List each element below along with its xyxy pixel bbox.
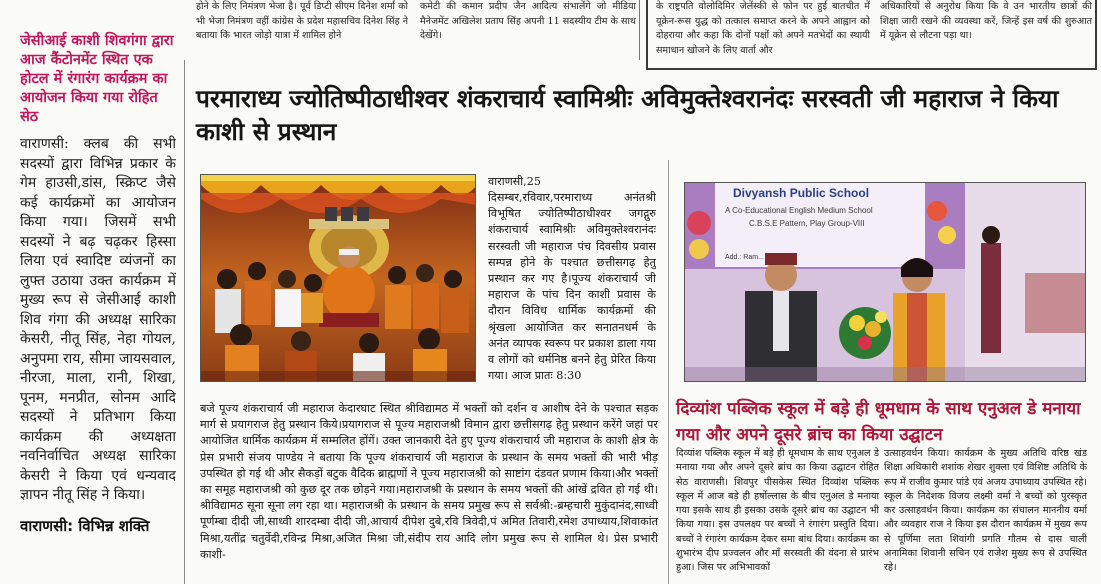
school-headline: दिव्यांश पब्लिक स्कूल में बड़े ही धूमधाम के साथ एनुअल डे मनाया गया और अपने दूसरे ब्रांच का किया उद्घाटन xyxy=(676,399,1081,445)
article-body-top: दिसम्बर,रविवार,परमाराध्य अनंतश्री विभूषित ज्योतिष्पीठाधीश्वर जगद्गुरु शंकराचार्य स्वामिश्रीः अविमुक्तेश्वरानंदः सरस्वती जी महाराज पंच दिवसीय प्रवास सम्पन्न होने के पश्चात छत्तीसगढ़ हेतु प्रस्थान कर गए है।पूज्य शंकराचार्य जी महाराज के पांच दिन काशी प्रवास के दौरान विविध धार्मिक कार्यक्रमों की श्रृंखला आयोजित कर सनातनधर्म के अनंत व्यापक स्वरूप पर प्रकाश डाला गया व लोगों को धर्मनिष्ठ बनने हेतु प्रेरित किया गया। आज प्रातः 8:30 xyxy=(488,191,656,383)
shankaracharya-photo xyxy=(200,174,476,382)
banner-subtitle-2: C.B.S.E Pattern, Play Group-VIII xyxy=(749,219,865,228)
left-body: वाराणसी: क्लब की सभी सदस्यों द्वारा विभिन्न प्रकार के गेम हाउसी,डांस, स्क्रिप्ट जैसे कई कार्यक्रमों का आयोजन किया गया। जिसमें सभी सदस्यों ने बढ़ चढ़कर हिस्सा लिया एवं स्वादिष्ट व्यंजनों का लुफ्त उठाया उक्त कार्यक्रम में मुख्य रूप से जेसीआई काशी शिव गंगा की अध्यक्ष सारिका केसरी, नीतू सिंह, नेहा गोयल, अनुपमा राय, सीमा जायसवाल, नीरजा, माला, रानी, शिखा, पूनम, मनप्रीत, सोनम आदि सदस्यों ने प्रतिभाग किया कार्यक्रम की अध्यक्षता नवनिर्वाचित अध्यक्ष सारिका केसरी ने किया एवं धन्यवाद ज्ञापन नीतू सिंह ने किया। xyxy=(20,136,176,503)
article-body-bottom: बजे पूज्य शंकराचार्य जी महाराज केदारघाट स्थित श्रीविद्यामठ में भक्तों को दर्शन व आशीष देने के पश्चात सड़क मार्ग से प्रयागराज हेतु प्रस्थान किये।प्रयागराज से पूज्य महाराजश्री विमान द्वारा छत्तीसगढ़ हेतु प्रस्थान करेंगे जहां पर आयोजित धार्मिक कार्यक्रम में सम्मलित होंगें। उक्त जानकारी देते हुए पूज्य शंकराचार्य जी महाराज के काशी क्षेत्र के प्रेस प्रभारी संजय पाण्डेय ने बताया कि पूज्य शंकराचार्य जी महाराज के प्रस्थान के समय भक्तों की भारी भीड़ उपस्थित हो गई थी और सैकड़ों बटुक वैदिक ब्राह्मणों ने पूज्य महाराजश्री को साष्टांग दंडवत प्रणाम किया।और भक्तों का समूह महाराजश्री को कुछ दूर तक छोड़ने गया।महाराजश्री के प्रस्थान के समय भक्तों की आंखें द्रवित हो गई थी।श्रीविद्यामठ सूना सूना लग रहा था। महाराजश्री के प्रस्थान के समय प्रमुख रूप से सर्वश्री:-ब्रम्हचारी मुकुंदानंद,साध्वी पूर्णम्बा दीदी जी,साध्वी शारदम्बा दीदी जी,आचार्य दीपेश दुबे,रवि त्रिवेदी,पं अमित तिवारी,रमेश उपाध्याय,शिवाकांत मिश्रा,यतींद्र चतुर्वेदी,रविन्द्र मिश्रा,अजित मिश्रा जी,संदीप राय आदि लोग प्रमुख रूप से शामिल थे। प्रेस प्रभारी काशी- xyxy=(200,402,658,561)
main-headline: परमाराध्य ज्योतिष्पीठाधीश्वर शंकराचार्य स्वामिश्रीः अविमुक्तेश्वरानंदः सरस्वती जी महाराज ने किया काशी से प्रस्थान xyxy=(196,84,1059,146)
school-event-photo-image xyxy=(685,183,1086,382)
top-fragment-2: कमेटी की कमान प्रदीप जैन आदित्य संभालेंगे जो मीडिया मैनेजमेंट अखिलेश प्रताप सिंह अपनी 11 सदस्यीय टीम के साथ देखेंगे। xyxy=(420,1,636,41)
school-body-right: उत्साहवर्धन किया। कार्यक्रम के मुख्य अतिथि वरिष्ठ खंड शिक्षा अधिकारी शशांक शेखर शुक्ला एवं विशिष्ट अतिथि के रूप में राजीव कुमार पांडे एवं अजय उपाध्याय उपस्थित रहे। स्कूल के निदेशक विजय लक्ष्मी वर्मा ने बच्चों को पुरस्कृत कर उत्साहवर्धन किया। कार्यक्रम का संचालन माननीय वर्मा और व्यवहार राज ने किया इस दौरान कार्यक्रम में मुख्य रूप से पूर्णिमा लता शिवांगी प्रगति गौतम से दास चाली अनामिका शिवानी सचिन एवं राजेश मुख्य रूप से उपस्थित रहे। xyxy=(884,448,1087,574)
article-dateline: वाराणसी,25 xyxy=(488,175,541,188)
school-event-photo xyxy=(684,182,1086,382)
top-fragment-1: होने के लिए निमंत्रण भेजा है। पूर्व डिप्टी सीएम दिनेश शर्मा को भी भेजा निमंत्रण वहीं कांग्रेस के प्रदेश महासचिव दिनेश सिंह ने बताया कि भारत जोड़ो यात्रा में शामिल होने xyxy=(196,1,408,41)
top-fragment-3: के राष्ट्रपति वोलोदिमिर जेलेंस्की से फोन पर हुई बातचीत में यूक्रेन-रूस युद्ध को तत्काल समाप्त करने के अपने आह्वान को दोहराया और कहा कि दोनों पक्षों को अपने मतभेदों का स्थायी समाधान खोजने के लिए वार्ता और xyxy=(656,1,870,56)
banner-subtitle-1: A Co-Educational English Medium School xyxy=(725,206,873,215)
shankaracharya-photo-image xyxy=(201,175,476,382)
top-fragment-4: अधिकारियों से अनुरोध किया कि वे उन भारतीय छात्रों की शिक्षा जारी रखने की व्यवस्था करें, जिन्हें इस वर्ष की शुरुआत में यूक्रेन से लौटना पड़ा था। xyxy=(880,1,1092,41)
left-column xyxy=(20,0,176,584)
column-rule xyxy=(184,60,185,584)
left-headline: जेसीआई काशी शिवगंगा द्वारा आज कैंटोनमेंट स्थित एक होटल में रंगारंग कार्यक्रम का आयोजन किया गया रोहित सेठ xyxy=(20,33,174,125)
column-rule-middle xyxy=(668,160,669,584)
banner-address: Add.: Ram... xyxy=(725,254,764,261)
left-next-heading: वाराणसी: विभिन्न शक्ति xyxy=(20,516,150,535)
left-top-text xyxy=(20,0,176,10)
school-body-left: दिव्यांश पब्लिक स्कूल में बड़े ही धूमधाम के साथ एनुअल डे मनाया गया और अपने दूसरे ब्रांच का किया उद्घाटन रोहित सेठ वाराणसी। शिवपुर पीसकेस स्थित दिव्यांश पब्लिक स्कूल में आज बड़े ही हर्षोल्लास के बीच एनुअल डे मनाया गया इसके साथ ही इसका उसके दूसरे ब्रांच का उद्घाटन भी किया गया। इस उपलक्ष्य पर बच्चों ने रंगारंग प्रस्तुति दिया। बच्चों ने रंगारंग कार्यक्रम देकर समा बांध दिया। कार्यक्रम का शुभारंभ दीप प्रज्वलन और माँ सरस्वती की वंदना से प्रारंभ हुआ। जिस पर अभिभावकों xyxy=(676,448,879,574)
banner-title: Divyansh Public School xyxy=(733,186,870,200)
